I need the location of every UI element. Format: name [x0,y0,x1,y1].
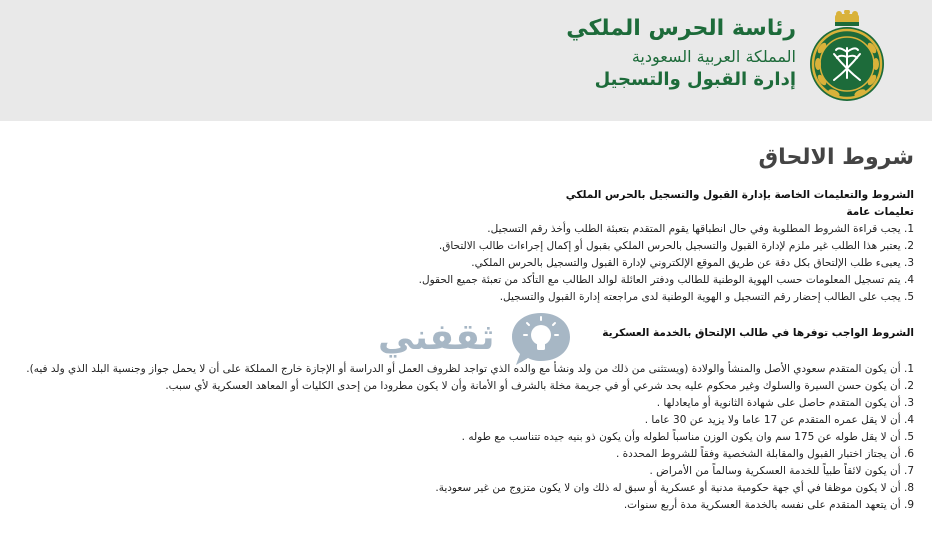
royal-guard-emblem-icon[interactable] [806,10,888,106]
site-header [0,0,932,121]
list-item: 3. يعبىء طلب الإلتحاق بكل دقة عن طريق الموقع الإلكتروني لإدارة القبول والتسجيل بالحرس الملكي. [471,257,914,269]
section-subheading: تعليمات عامة [846,206,914,218]
general-instructions-section [274,187,914,306]
lightbulb-icon [510,311,572,367]
main-content [0,121,932,550]
list-item: 3. أن يكون المتقدم حاصل على شهادة الثانوية أو مايعادلها . [656,397,914,409]
watermark-text: ثقفني [378,317,495,358]
list-item: 4. أن لا يقل عمره المتقدم عن 17 عاما ولا يزيد عن 30 عاما . [644,414,914,426]
list-item: 6. أن يجتاز اختبار القبول والمقابلة الشخصية وفقاً للشروط المحددة . [615,448,914,460]
list-item: 2. يعتبر هذا الطلب غير ملزم لإدارة القبول والتسجيل بالحرس الملكي بقبول أو إكمال إجراءات طالب الالتحاق. [438,240,914,252]
page-title: شروط الالحاق [758,145,914,170]
list-item: 9. أن يتعهد المتقدم على نفسه بالخدمة العسكرية مدة أربع سنوات. [623,499,914,511]
list-item: 2. أن يكون حسن السيرة والسلوك وغير محكوم عليه بحد شرعي أو في جريمة مخلة بالشرف أو الأمانة وأن لا يكون مطرودا من إحدى الكليات أو المعاهد العسكرية لأي سبب. [165,380,914,392]
list-item: 1. يجب قراءة الشروط المطلوبة وفي حال انطباقها يقوم المتقدم بتعبئة الطلب وأخذ رقم التسجيل. [487,223,914,235]
list-item: 4. يتم تسجيل المعلومات حسب الهوية الوطنية للطالب ودفتر العائلة لوالد الطالب مع التأكد من تعبئة جميع الحقول. [418,274,914,286]
brand-department: إدارة القبول والتسجيل [594,69,796,90]
list-item: 1. أن يكون المتقدم سعودي الأصل والمنشأ والولادة (ويستثنى من ذلك من ولد ونشأ مع والده الذي تواجد لظروف العمل أو الدراسة أو الإجازة خارج المملكة على أن لا يحمل جواز وجنسية البلد الذي ولد فيه). [26,363,914,375]
section-heading: الشروط والتعليمات الخاصة بإدارة القبول والتسجيل بالحرس الملكي [565,189,914,201]
list-item: 5. يجب على الطالب إحضار رقم التسجيل و الهوية الوطنية لدى مراجعته إدارة القبول والتسجيل. [499,291,914,303]
military-conditions-section [4,361,914,514]
brand-block [536,14,796,92]
list-item: 8. أن لا يكون موظفا في أي جهة حكومية مدنية أو عسكرية أو سبق له ذلك وان لا يكون متزوج من غير سعودية. [435,482,914,494]
section-heading: الشروط الواجب توفرها في طالب الإلتحاق بالخدمة العسكرية [602,327,914,339]
brand-country: المملكة العربية السعودية [631,47,796,66]
list-item: 5. أن لا يقل طوله عن 175 سم وان يكون الوزن مناسباً لطوله وأن يكون ذو بنيه جيده تتناسب مع طوله . [461,431,914,443]
brand-title: رئاسة الحرس الملكي [566,16,796,41]
list-item: 7. أن يكون لائقاً طبياً للخدمة العسكرية وسالماً من الأمراض . [649,465,914,477]
